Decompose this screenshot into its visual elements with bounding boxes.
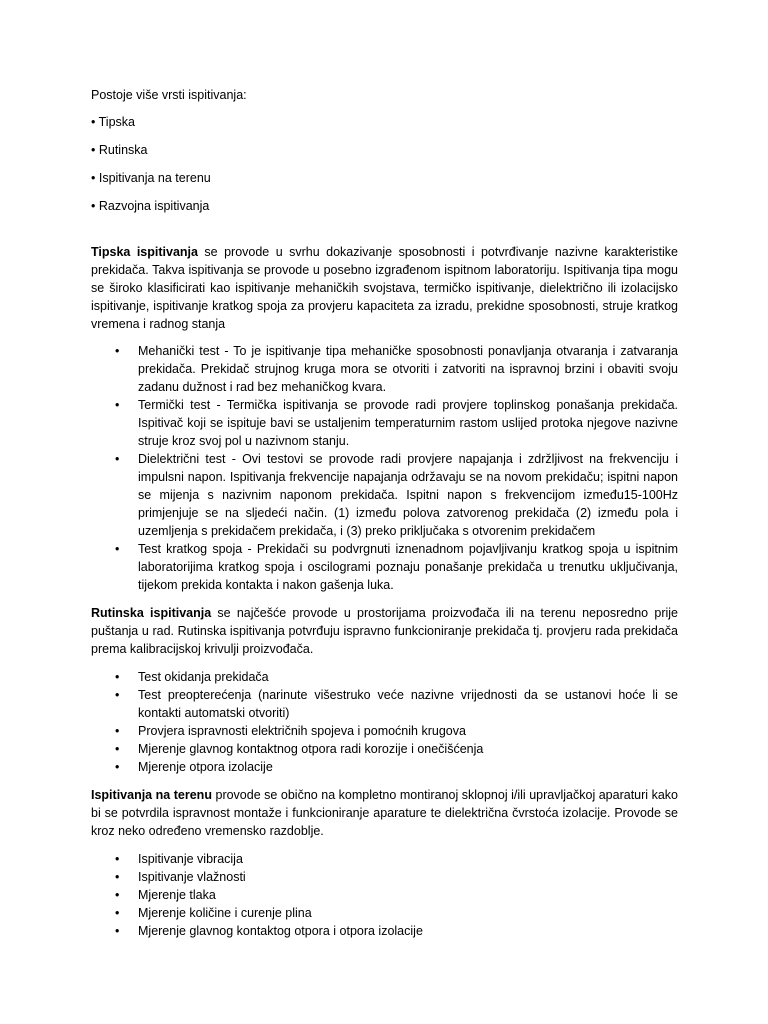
list-item: • Provjera ispravnosti električnih spojeva i pomoćnih krugova: [91, 722, 678, 740]
list-item: • Mehanički test - To je ispitivanje tipa mehaničke sposobnosti ponavljanja otvaranja i zatvaranja prekidača. Prekidač strujnog kruga mora se otvoriti i zatvoriti na ispravnoj brzini i obaviti svoju zadanu dužnost i rad bez mehaničkog kvara.: [91, 342, 678, 396]
test-types-list: [91, 113, 678, 215]
test-type-item: • Ispitivanja na terenu: [91, 171, 211, 185]
type-tests-list: [91, 342, 678, 594]
document-body: [91, 86, 678, 940]
section-text: se provode u svrhu dokazivanje sposobnosti i potvrđivanje nazivne karakteristike prekidača. Takva ispitivanja se provode u posebno izgrađenom ispitnom laboratoriju. Ispitivanja tipa mogu se široko klasificirati kao ispitivanje mehaničkih svojstava, termičko ispitivanje, dielektrično ili izolacijsko ispitivanje, ispitivanje kratkog spoja za provjeru kapaciteta za izradu, prekidne sposobnosti, struje kratkog vremena i radnog stanja: [91, 245, 678, 331]
test-type-item: • Rutinska: [91, 143, 148, 157]
intro-text: Postoje više vrsti ispitivanja:: [91, 88, 247, 102]
list-item: • Test okidanja prekidača: [91, 668, 678, 686]
list-item: • Mjerenje količine i curenje plina: [91, 904, 678, 922]
list-item: • Ispitivanje vibracija: [91, 850, 678, 868]
test-type-item: • Tipska: [91, 115, 135, 129]
section-text: se najčešće provode u prostorijama proizvođača ili na terenu neposredno prije puštanja u rad. Rutinska ispitivanja potvrđuju ispravno funkcioniranje prekidača tj. provjeru rada prekidača prema kalibracijskoj krivulji proizvođača.: [91, 606, 678, 656]
section-title: Rutinska ispitivanja: [91, 606, 212, 620]
routine-tests-list: [91, 668, 678, 776]
type-tests-paragraph: [91, 243, 678, 333]
section-title: Ispitivanja na terenu: [91, 788, 212, 802]
list-item: • Test kratkog spoja - Prekidači su podvrgnuti iznenadnom pojavljivanju kratkog spoja u ispitnim laboratorijima kratkog spoja i oscilogrami poznaju ponašanje prekidača u trenutku uključivanja, tijekom prekida kontakta i nakon gašenja luka.: [91, 540, 678, 594]
list-item: • Mjerenje tlaka: [91, 886, 678, 904]
list-item: • Mjerenje glavnog kontaktog otpora i otpora izolacije: [91, 922, 678, 940]
list-item: • Dielektrični test - Ovi testovi se provode radi provjere napajanja i zdržljivost na frekvenciju i impulsni napon. Ispitivanja frekvencije napajanja održavaju se na novom prekidaču; ispitni napon se mijenja s nazivnim naponom prekidača. Ispitni napon s frekvencijom između15-100Hz primjenjuje se na sljedeći način. (1) između polova zatvorenog prekidača (2) između pola i uzemljenja s prekidačem prekidača, i (3) preko priključaka s otvorenim prekidačem: [91, 450, 678, 540]
list-item: • Ispitivanje vlažnosti: [91, 868, 678, 886]
test-type-item: • Razvojna ispitivanja: [91, 199, 210, 213]
list-item: • Termički test - Termička ispitivanja se provode radi provjere toplinskog ponašanja prekidača. Ispitivač koji se ispituje bavi se ustaljenim temperaturnim rastom uslijed protoka njegove nazivne struje kroz svoj pol u nazivnom stanju.: [91, 396, 678, 450]
routine-tests-paragraph: [91, 604, 678, 658]
list-item: • Mjerenje otpora izolacije: [91, 758, 678, 776]
section-text: provode se obično na kompletno montiranoj sklopnoj i/ili upravljačkoj aparaturi kako bi se potvrdila ispravnost montaže i funkcioniranje aparature te dielektrična čvrstoća izolacije. Provode se kroz neko određeno vremensko razdoblje.: [91, 788, 678, 838]
list-item: • Test preopterećenja (narinute višestruko veće nazivne vrijednosti da se ustanovi hoće li se kontakti automatski otvoriti): [91, 686, 678, 722]
field-tests-paragraph: [91, 786, 678, 840]
list-item: • Mjerenje glavnog kontaktnog otpora radi korozije i onečišćenja: [91, 740, 678, 758]
section-title: Tipska ispitivanja: [91, 245, 198, 259]
field-tests-list: [91, 850, 678, 940]
